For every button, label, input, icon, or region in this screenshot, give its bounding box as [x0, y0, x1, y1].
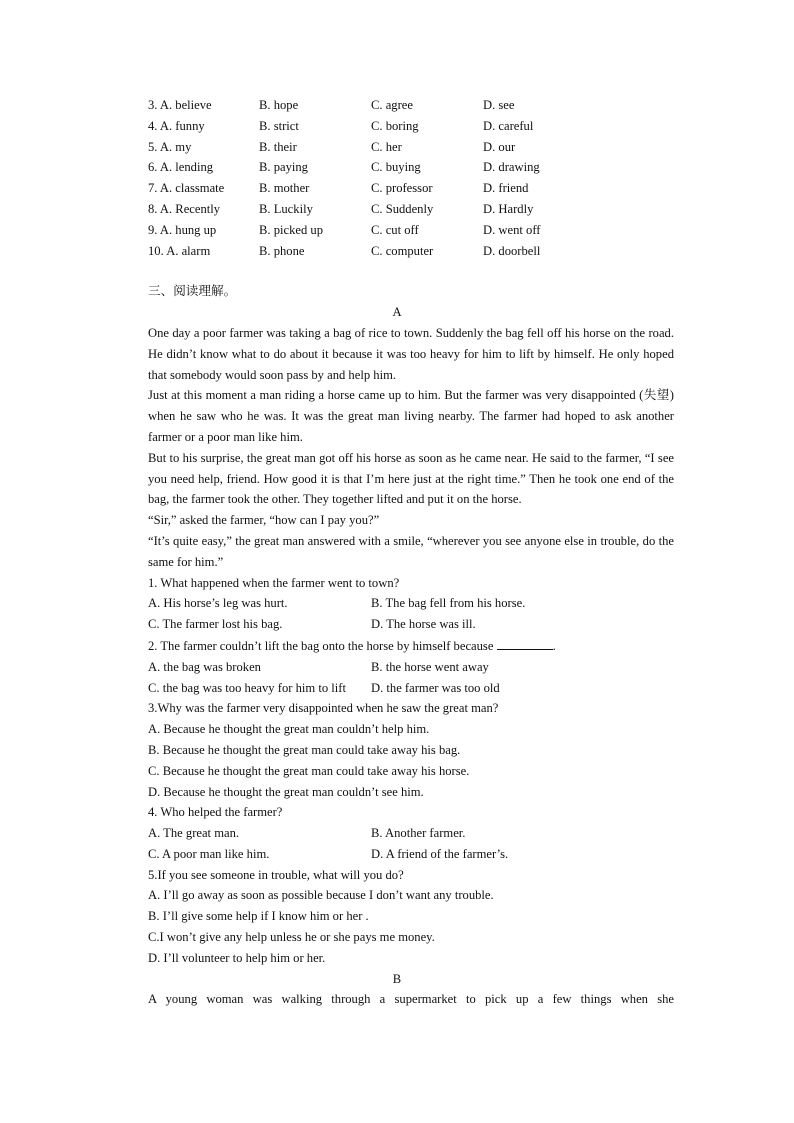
- question-option: C. A poor man like him.: [148, 846, 270, 861]
- question-options-row: [148, 657, 794, 678]
- option-c: C. her: [371, 139, 402, 154]
- option-d: D. Hardly: [483, 201, 534, 216]
- passage-a-paragraph: “It’s quite easy,” the great man answered with a smile, “wherever you see anyone else in trouble, do the same for him.”: [148, 533, 674, 569]
- option-a: 3. A. believe: [148, 98, 212, 112]
- question-stem: 4. Who helped the farmer?: [148, 805, 283, 820]
- question-option: A. Because he thought the great man couldn’t help him.: [148, 722, 430, 737]
- option-b: B. their: [259, 139, 297, 154]
- question-option: D. A friend of the farmer’s.: [371, 846, 509, 861]
- option-c: C. computer: [371, 243, 434, 258]
- cloze-option-row: [148, 157, 540, 178]
- option-d: D. went off: [483, 222, 541, 237]
- option-d: D. our: [483, 139, 516, 154]
- option-c: C. Suddenly: [371, 201, 434, 216]
- question-stem: 5.If you see someone in trouble, what will you do?: [148, 867, 404, 882]
- section-title: 三、阅读理解。: [148, 284, 237, 299]
- question-option: B. The bag fell from his horse.: [371, 596, 526, 611]
- cloze-option-row: [148, 178, 540, 199]
- question-options-row: [148, 593, 794, 614]
- question-option: A. I’ll go away as soon as possible because I don’t want any trouble.: [148, 888, 494, 903]
- question-option: C. the bag was too heavy for him to lift: [148, 680, 346, 695]
- option-c: C. boring: [371, 118, 419, 133]
- option-c: C. cut off: [371, 222, 419, 237]
- option-b: B. Luckily: [259, 201, 313, 216]
- question-option: D. I’ll volunteer to help him or her.: [148, 950, 326, 965]
- question-option: C. Because he thought the great man could take away his horse.: [148, 763, 470, 778]
- cloze-option-row: [148, 220, 540, 241]
- passage-a-paragraph: Just at this moment a man riding a horse came up to him. But the farmer was very disappointed (失望) when he saw who he was. It was the great man living nearby. The farmer had hoped to ask another farmer or a poor man like him.: [148, 388, 674, 444]
- question-option: C. The farmer lost his bag.: [148, 617, 283, 632]
- question-option: C.I won’t give any help unless he or she pays me money.: [148, 930, 435, 945]
- option-d: D. careful: [483, 118, 534, 133]
- passage-b-paragraph: A young woman was walking through a supermarket to pick up a few things when she: [148, 992, 674, 1007]
- document-page: [0, 95, 794, 1010]
- passage-a-paragraph: One day a poor farmer was taking a bag of rice to town. Suddenly the bag fell off his horse on the road. He didn’t know what to do about it because it was too heavy for him to lift by himself. He only hoped that somebody would soon pass by and help him.: [148, 325, 674, 382]
- question-options-row: [148, 844, 794, 865]
- option-b: B. strict: [259, 118, 299, 133]
- question-option: A. the bag was broken: [148, 659, 261, 674]
- passage-b-title: B: [392, 971, 402, 986]
- option-c: C. agree: [371, 98, 413, 112]
- cloze-option-row: [148, 137, 540, 158]
- question-options-row: [148, 823, 794, 844]
- option-a: 4. A. funny: [148, 118, 205, 133]
- passage-a-paragraph: “Sir,” asked the farmer, “how can I pay you?”: [148, 513, 380, 528]
- answer-blank: [497, 635, 553, 650]
- option-a: 10. A. alarm: [148, 243, 211, 258]
- option-c: C. professor: [371, 181, 433, 196]
- option-b: B. mother: [259, 181, 310, 196]
- option-a: 5. A. my: [148, 139, 192, 154]
- option-d: D. friend: [483, 181, 529, 196]
- question-stem: 3.Why was the farmer very disappointed when he saw the great man?: [148, 701, 499, 716]
- option-b: B. paying: [259, 160, 308, 175]
- question-stem: 2. The farmer couldn’t lift the bag onto the horse by himself because .: [148, 635, 794, 657]
- option-d: D. drawing: [483, 160, 540, 175]
- question-option: D. the farmer was too old: [371, 680, 500, 695]
- option-a: 8. A. Recently: [148, 201, 221, 216]
- question-options-row: [148, 678, 794, 699]
- option-b: B. picked up: [259, 222, 324, 237]
- option-b: B. phone: [259, 243, 305, 258]
- cloze-option-row: [148, 116, 540, 137]
- option-a: 7. A. classmate: [148, 181, 225, 196]
- passage-a-title: A: [392, 305, 402, 320]
- question-option: A. His horse’s leg was hurt.: [148, 596, 288, 611]
- question-option: B. I’ll give some help if I know him or her .: [148, 909, 369, 924]
- option-a: 9. A. hung up: [148, 222, 217, 237]
- passage-a-paragraph: But to his surprise, the great man got off his horse as soon as he came near. He said to the farmer, “I see you need help, friend. How good it is that I’m here just at the right time.” Then he took one end of the bag, the farmer took the other. They together lifted and put it on the horse.: [148, 450, 674, 507]
- option-b: B. hope: [259, 98, 299, 112]
- question-option: B. the horse went away: [371, 659, 489, 674]
- question-options-row: [148, 614, 794, 635]
- question-stem: 1. What happened when the farmer went to town?: [148, 575, 400, 590]
- cloze-option-row: [148, 95, 540, 116]
- question-option: A. The great man.: [148, 826, 240, 841]
- question-option: D. The horse was ill.: [371, 617, 476, 632]
- cloze-option-row: [148, 199, 540, 220]
- question-option: B. Another farmer.: [371, 826, 466, 841]
- cloze-option-row: [148, 241, 540, 262]
- cloze-options-table: [148, 95, 540, 261]
- question-option: D. Because he thought the great man couldn’t see him.: [148, 784, 424, 799]
- option-d: D. doorbell: [483, 243, 541, 258]
- option-a: 6. A. lending: [148, 160, 214, 175]
- option-c: C. buying: [371, 160, 421, 175]
- option-d: D. see: [483, 98, 515, 112]
- question-option: B. Because he thought the great man could take away his bag.: [148, 742, 461, 757]
